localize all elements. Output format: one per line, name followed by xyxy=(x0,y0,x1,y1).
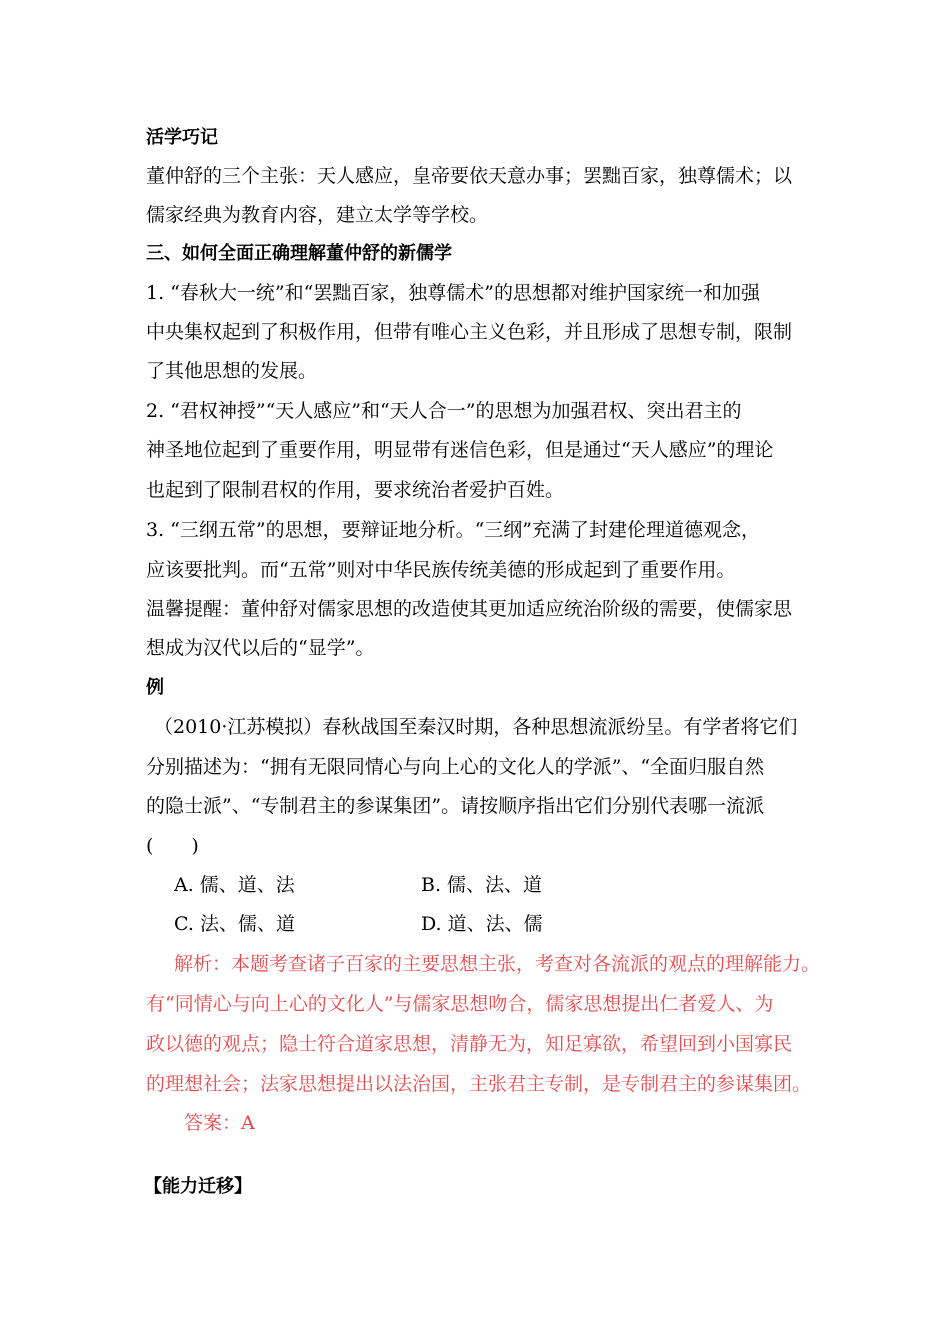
paragraph-line: 2. “君权神授”“天人感应”和“天人合一”的思想为加强君权、突出君主的 xyxy=(146,400,742,422)
option-a: A. 儒、道、法 xyxy=(174,874,295,896)
paragraph-line: 也起到了限制君权的作用，要求统治者爱护百姓。 xyxy=(146,479,565,501)
paragraph-line: 神圣地位起到了重要作用，明显带有迷信色彩，但是通过“天人感应”的理论 xyxy=(146,439,774,461)
option-d: D. 道、法、儒 xyxy=(421,913,543,935)
question-line: 分别描述为：“拥有无限同情心与向上心的文化人的学派”、“全面归服自然 xyxy=(146,756,765,778)
heading-ability-transfer: 【能力迁移】 xyxy=(144,1176,252,1197)
paragraph-line: 董仲舒的三个主张：天人感应，皇帝要依天意办事；罢黜百家，独尊儒术；以 xyxy=(146,165,793,187)
paragraph-line: 了其他思想的发展。 xyxy=(146,360,318,382)
paragraph-line: 儒家经典为教育内容，建立太学等学校。 xyxy=(146,204,489,226)
heading-example: 例 xyxy=(146,677,164,698)
answer-line: 答案：A xyxy=(184,1112,255,1134)
analysis-line: 有“同情心与向上心的文化人”与儒家思想吻合，儒家思想提出仁者爱人、为 xyxy=(146,993,774,1015)
question-line: 的隐士派”、“专制君主的参谋集团”。请按顺序指出它们分别代表哪一流派 xyxy=(146,795,765,817)
heading-huoxue: 活学巧记 xyxy=(146,127,218,148)
paragraph-line: 应该要批判。而“五常”则对中华民族传统美德的形成起到了重要作用。 xyxy=(146,559,736,581)
heading-section-three: 三、如何全面正确理解董仲舒的新儒学 xyxy=(146,243,452,264)
option-c: C. 法、儒、道 xyxy=(174,913,295,935)
option-b: B. 儒、法、道 xyxy=(421,874,543,896)
reminder-line: 想成为汉代以后的“显学”。 xyxy=(146,637,375,659)
analysis-line: 解析：本题考查诸子百家的主要思想主张，考查对各流派的观点的理解能力。 xyxy=(174,953,821,975)
analysis-line: 的理想社会；法家思想提出以法治国，主张君主专制，是专制君主的参谋集团。 xyxy=(146,1073,812,1095)
answer-blank: ( ) xyxy=(146,835,199,857)
paragraph-line: 3. “三纲五常”的思想，要辩证地分析。“三纲”充满了封建伦理道德观念， xyxy=(146,519,761,541)
paragraph-line: 1. “春秋大一统”和“罢黜百家，独尊儒术”的思想都对维护国家统一和加强 xyxy=(146,282,761,304)
reminder-line: 温馨提醒：董仲舒对儒家思想的改造使其更加适应统治阶级的需要，使儒家思 xyxy=(146,598,793,620)
analysis-line: 政以德的观点；隐士符合道家思想，清静无为，知足寡欲，希望回到小国寡民 xyxy=(146,1033,793,1055)
question-line: （2010·江苏模拟）春秋战国至秦汉时期，各种思想流派纷呈。有学者将它们 xyxy=(154,716,798,738)
paragraph-line: 中央集权起到了积极作用，但带有唯心主义色彩，并且形成了思想专制，限制 xyxy=(146,321,793,343)
